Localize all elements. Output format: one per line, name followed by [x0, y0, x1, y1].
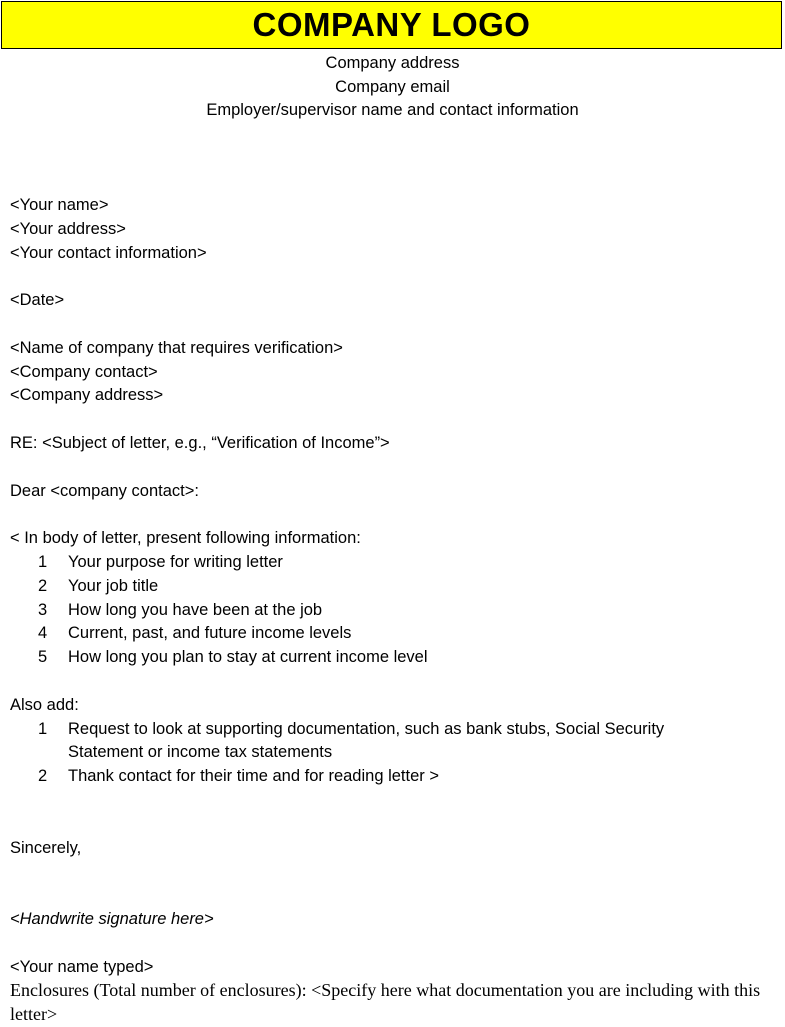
list-item	[10, 646, 775, 670]
sender-address: <Your address>	[10, 219, 126, 238]
list-number: 3	[38, 600, 48, 619]
typed-name: <Your name typed>	[10, 957, 154, 976]
list-text: Your purpose for writing letter	[68, 552, 283, 571]
company-email: Company email	[335, 77, 450, 96]
letterhead	[0, 52, 785, 123]
list-text: Request to look at supporting documentation, such as bank stubs, Social Security Statement or income tax statements	[68, 719, 665, 762]
list-item	[10, 551, 775, 575]
list-number: 4	[38, 624, 48, 643]
also-add-label: Also add:	[10, 695, 79, 714]
letter-date: <Date>	[10, 291, 65, 310]
list-text: How long you plan to stay at current income level	[68, 648, 428, 667]
list-number: 2	[38, 576, 48, 595]
employer-contact: Employer/supervisor name and contact information	[206, 101, 579, 119]
list-number: 5	[38, 648, 48, 667]
signature-placeholder: <Handwrite signature here>	[10, 909, 214, 928]
company-logo-banner	[1, 1, 782, 49]
company-address: Company address	[325, 54, 460, 72]
closing: Sincerely,	[10, 838, 82, 857]
body-intro: < In body of letter, present following information:	[10, 529, 361, 548]
company-logo-text: COMPANY LOGO	[252, 6, 531, 43]
enclosures-line: Enclosures (Total number of enclosures): <Specify here what documentation you are including with this letter>	[10, 980, 761, 1025]
recipient-contact: <Company contact>	[10, 362, 158, 381]
list-text: Your job title	[68, 576, 159, 595]
body-info-list	[10, 551, 775, 670]
list-item	[10, 622, 775, 646]
recipient-company: <Name of company that requires verification>	[10, 338, 343, 357]
list-number: 2	[38, 767, 48, 786]
salutation: Dear <company contact>:	[10, 481, 199, 500]
subject-line: RE: <Subject of letter, e.g., “Verification of Income”>	[10, 433, 390, 452]
list-text: Current, past, and future income levels	[68, 624, 352, 643]
list-item	[10, 599, 775, 623]
sender-name: <Your name>	[10, 196, 109, 214]
list-item	[10, 718, 775, 766]
list-number: 1	[38, 552, 48, 571]
sender-contact: <Your contact information>	[10, 243, 207, 262]
list-number: 1	[38, 719, 48, 738]
list-item	[10, 575, 775, 599]
list-text: Thank contact for their time and for reading letter >	[68, 767, 439, 786]
list-item	[10, 765, 775, 789]
also-add-list	[10, 718, 775, 789]
letter-body	[10, 194, 775, 1027]
list-text: How long you have been at the job	[68, 600, 323, 619]
recipient-address: <Company address>	[10, 386, 164, 405]
